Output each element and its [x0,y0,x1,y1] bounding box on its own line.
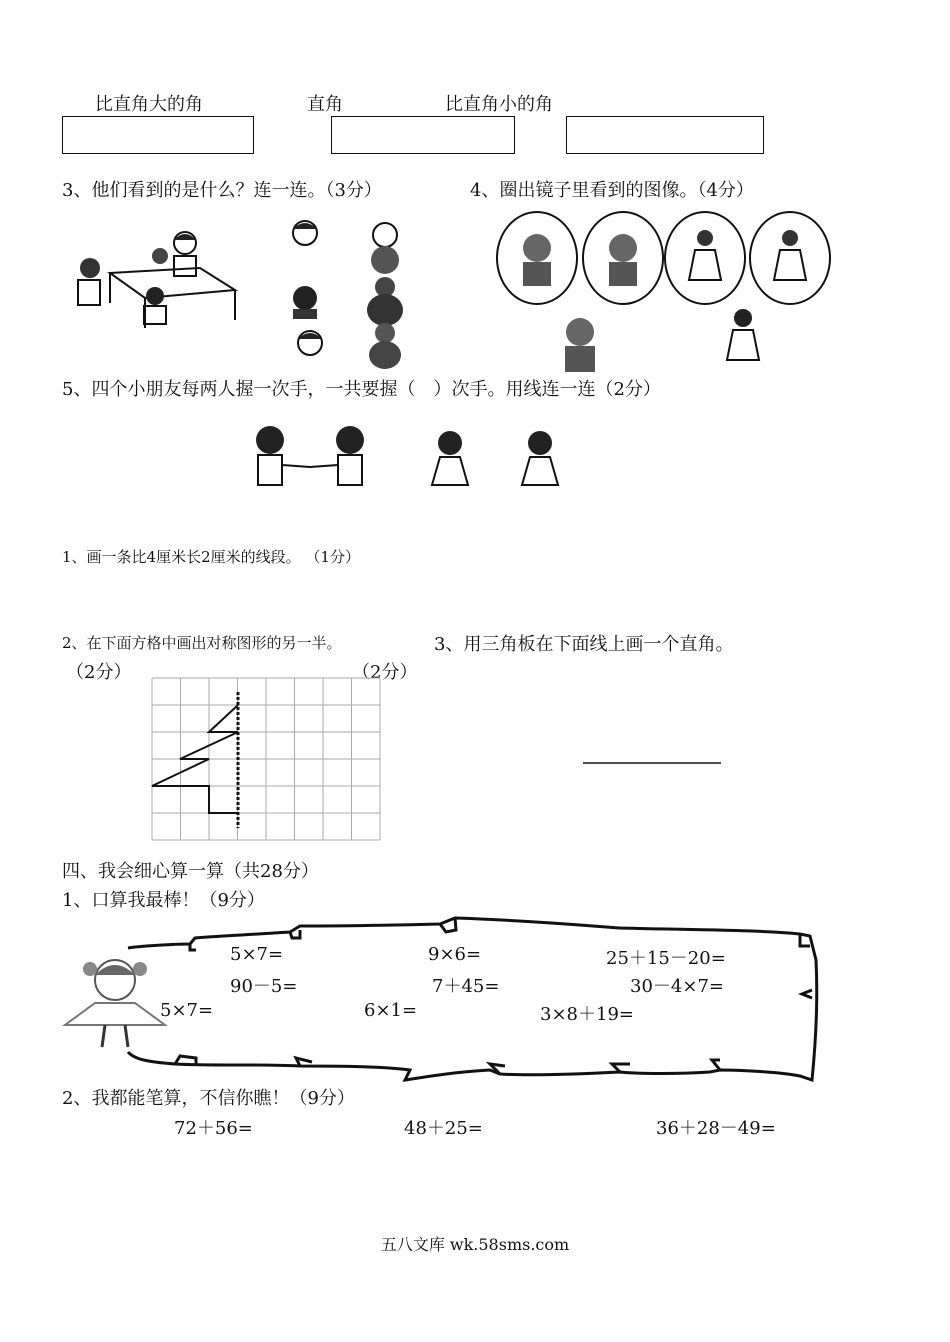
oral-problem-5: 7＋45= [432,976,500,997]
draw-question-3: 3、用三角板在下面线上画一个直角。 [434,634,734,655]
oral-problem-1: 5×7= [230,944,284,965]
oral-problem-8: 6×1= [364,1000,418,1021]
question-3: 3、他们看到的是什么？连一连。（3分） [62,180,382,201]
written-problem-1: 72＋56= [174,1118,253,1139]
draw-question-3-score: （2分） [352,662,418,683]
written-calc-title: 2、我都能笔算，不信你瞧！（9分） [62,1088,355,1109]
page-footer: 五八文库 wk.58sms.com [380,1235,570,1254]
oral-problem-9: 3×8＋19= [540,1004,634,1025]
draw-question-1: 1、画一条比4厘米长2厘米的线段。 （1分） [62,548,360,566]
written-problem-3: 36＋28－49= [656,1118,776,1139]
label-right: 直角 [307,94,343,115]
question-5: 5、四个小朋友每两人握一次手，一共要握（ ）次手。用线连一连（2分） [62,379,661,400]
oral-problem-2: 9×6= [428,944,482,965]
girl-mascot-illustration [60,955,170,1055]
oral-problem-6: 30－4×7= [630,976,724,997]
draw-question-2: 2、在下面方格中画出对称图形的另一半。 [62,634,342,652]
oral-problem-7: 5×7= [160,1000,214,1021]
draw-question-2-score: （2分） [66,662,132,683]
section-four-title: 四、我会细心算一算（共28分） [62,861,319,882]
oral-problem-3: 25＋15－20= [606,948,726,969]
label-acute: 比直角小的角 [445,94,553,115]
question-4: 4、圈出镜子里看到的图像。（4分） [470,180,754,201]
written-problem-2: 48＋25= [404,1118,483,1139]
oral-problem-4: 90－5= [230,976,298,997]
oral-calc-title: 1、口算我最棒！（9分） [62,890,265,911]
label-obtuse: 比直角大的角 [95,94,203,115]
